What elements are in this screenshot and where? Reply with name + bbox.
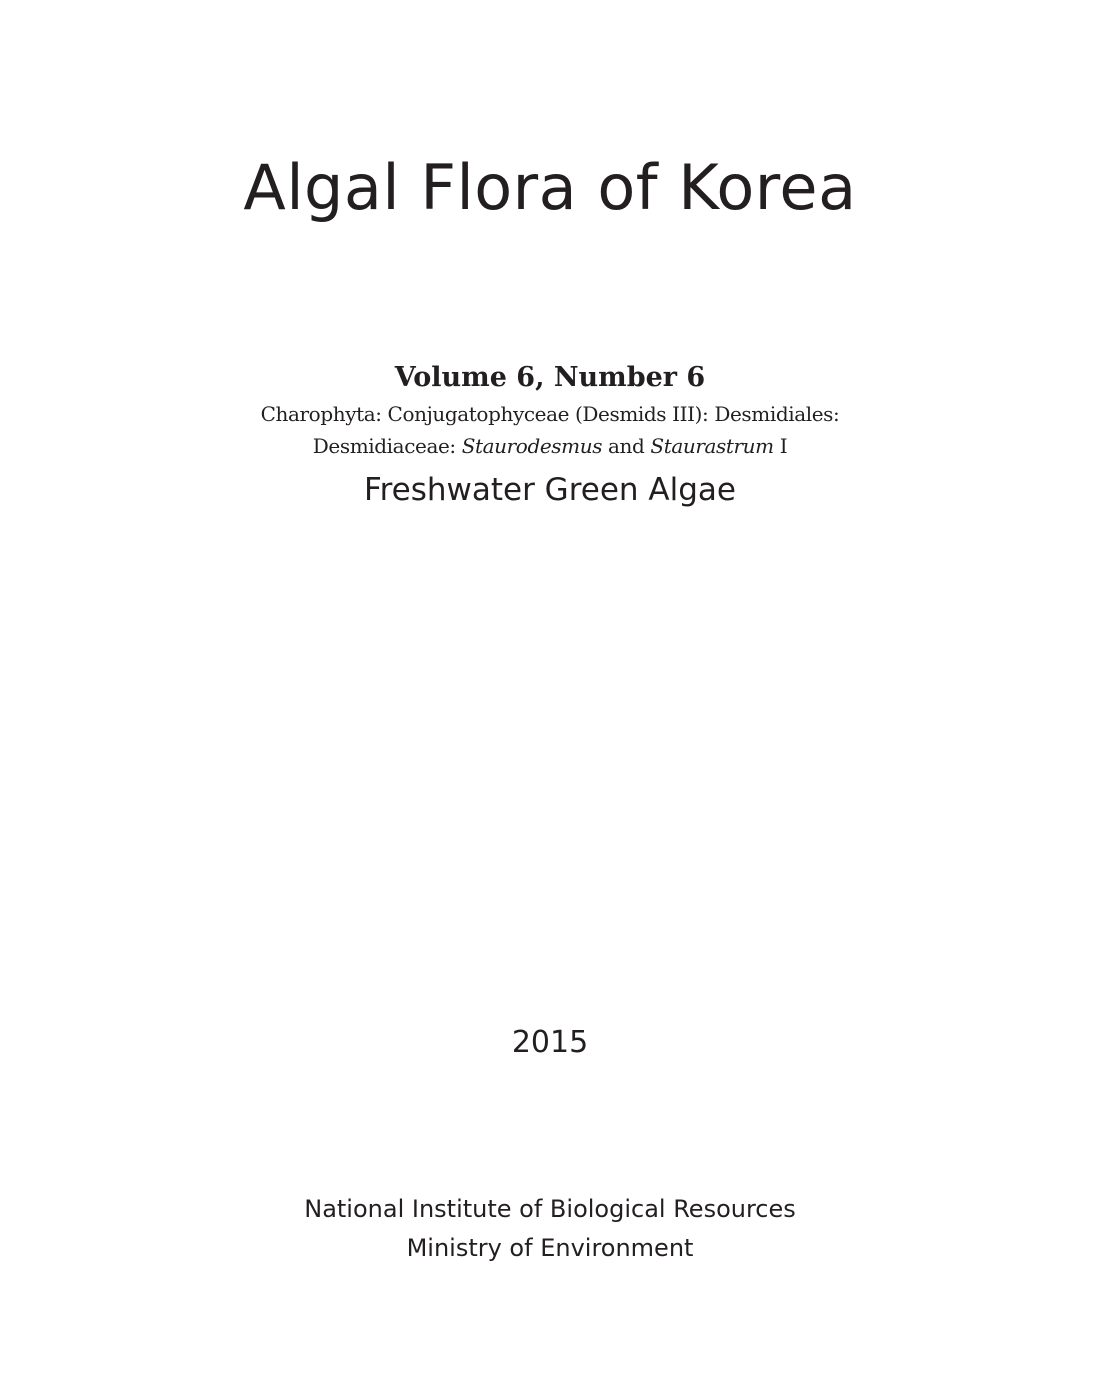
volume-number: Volume 6, Number 6: [394, 362, 706, 393]
classification-conjunction: and: [602, 434, 651, 458]
genus-staurodesmus: Staurodesmus: [461, 434, 603, 458]
publication-year: 2015: [511, 1025, 589, 1060]
subtitle: Freshwater Green Algae: [364, 472, 736, 508]
classification-line-1: Charophyta: Conjugatophyceae (Desmids III): Desmidiales:: [260, 402, 840, 426]
publisher-ministry: Ministry of Environment: [406, 1234, 694, 1262]
genus-staurastrum: Staurastrum: [650, 434, 774, 458]
classification-suffix: I: [773, 434, 788, 458]
book-title: Algal Flora of Korea: [243, 151, 857, 224]
classification-prefix: Desmidiaceae:: [312, 434, 462, 458]
classification-line-2: [0, 431, 1100, 461]
publisher-institute: National Institute of Biological Resources: [304, 1195, 796, 1223]
